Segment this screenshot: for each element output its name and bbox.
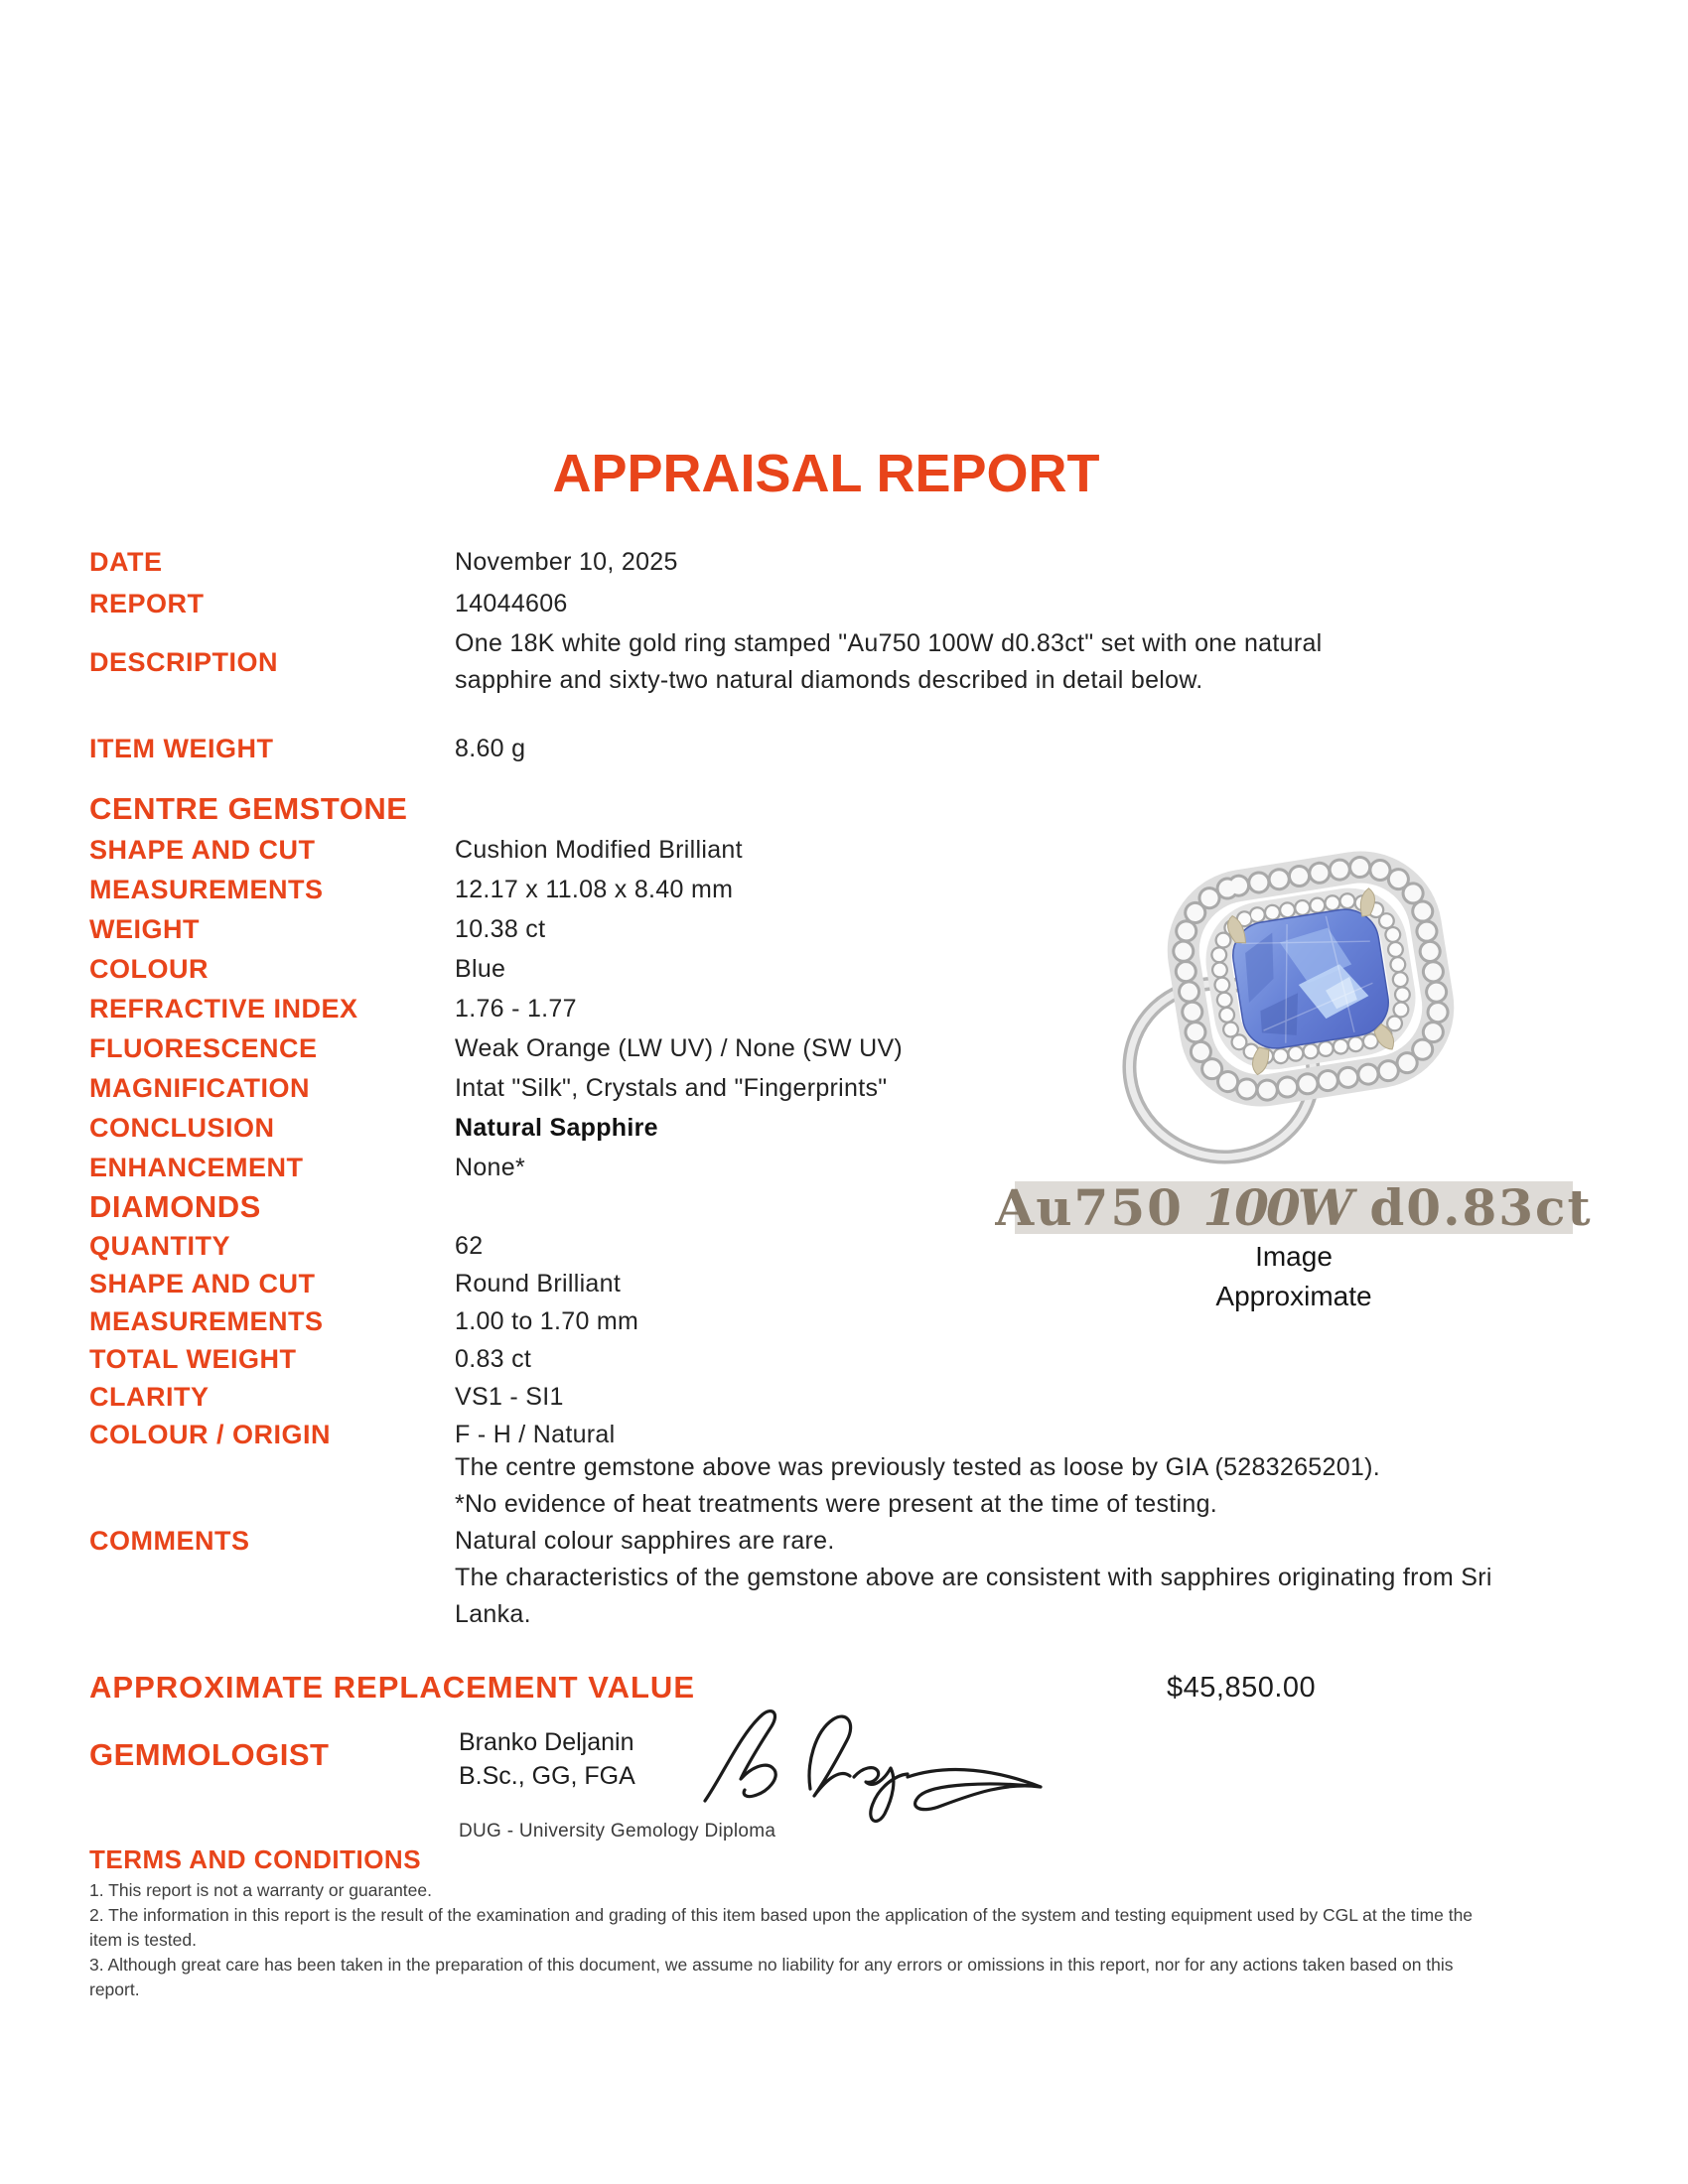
spec-label: QUANTITY	[89, 1230, 230, 1261]
spec-label: MEASUREMENTS	[89, 874, 324, 904]
spec-label: MEASUREMENTS	[89, 1305, 324, 1336]
gemmologist-credentials: B.Sc., GG, FGA	[459, 1762, 635, 1790]
spec-row	[89, 1227, 1003, 1265]
ring-photo	[1038, 844, 1544, 1177]
spec-row	[89, 989, 1003, 1028]
spec-row	[89, 909, 1003, 949]
spec-row	[89, 1416, 1003, 1453]
section-header-centre-gemstone: CENTRE GEMSTONE	[89, 791, 408, 826]
stamp-text-au750: Au750	[995, 1178, 1184, 1237]
spec-row	[89, 1302, 1003, 1340]
comment-line: The characteristics of the gemstone above are consistent with sapphires originating from Sri Lanka.	[455, 1564, 1492, 1628]
spec-row	[89, 949, 1003, 989]
spec-row	[89, 1028, 1003, 1068]
spec-value: None*	[455, 1153, 525, 1181]
spec-value: Natural Sapphire	[455, 1113, 658, 1142]
spec-value: Round Brilliant	[455, 1269, 622, 1297]
field-row-item-weight	[89, 731, 525, 766]
sapphire-gem	[1228, 904, 1393, 1053]
spec-value: 1.76 - 1.77	[455, 994, 577, 1023]
spec-label: ENHANCEMENT	[89, 1152, 304, 1182]
spec-value: F - H / Natural	[455, 1420, 616, 1448]
comments-label: COMMENTS	[89, 1526, 250, 1556]
spec-label: COLOUR	[89, 953, 209, 984]
spec-label: TOTAL WEIGHT	[89, 1343, 297, 1374]
stamp-photo	[995, 1178, 1593, 1237]
spec-value: Cushion Modified Brilliant	[455, 835, 743, 864]
field-label: ITEM WEIGHT	[89, 733, 274, 763]
spec-label: COLOUR / ORIGIN	[89, 1419, 331, 1449]
spec-row	[89, 1340, 1003, 1378]
field-label: DESCRIPTION	[89, 646, 279, 677]
spec-row	[89, 870, 1003, 909]
spec-value: Blue	[455, 954, 506, 983]
spec-row-conclusion	[89, 1108, 1003, 1148]
image-caption	[1015, 1237, 1573, 1316]
terms-list	[89, 1878, 1489, 2002]
spec-value: Intat "Silk", Crystals and "Fingerprints"	[455, 1073, 888, 1102]
terms-item: 1. This report is not a warranty or guarantee.	[89, 1880, 432, 1900]
gemmologist-label: GEMMOLOGIST	[89, 1737, 330, 1772]
spec-label: WEIGHT	[89, 913, 200, 944]
gemmologist-name-block	[459, 1725, 635, 1793]
spec-row	[89, 1265, 1003, 1302]
spec-label: FLUORESCENCE	[89, 1032, 318, 1063]
gemmologist-diploma: DUG - University Gemology Diploma	[459, 1821, 776, 1842]
spec-label: CONCLUSION	[89, 1112, 275, 1143]
comment-line: Natural colour sapphires are rare.	[455, 1527, 835, 1555]
spec-label: CLARITY	[89, 1381, 210, 1412]
terms-item: 3. Although great care has been taken in the preparation of this document, we assume no liability for any errors or omissions in this report, nor for any actions taken based on this report.	[89, 1955, 1454, 1999]
stamp-text-100w: 100W	[1202, 1178, 1350, 1237]
spec-value: Weak Orange (LW UV) / None (SW UV)	[455, 1033, 904, 1062]
spec-value: VS1 - SI1	[455, 1382, 564, 1411]
field-row-date	[89, 544, 678, 580]
comment-line: *No evidence of heat treatments were present at the time of testing.	[455, 1490, 1218, 1518]
spec-row	[89, 1378, 1003, 1416]
spec-row	[89, 1068, 1003, 1108]
field-value: One 18K white gold ring stamped "Au750 100W d0.83ct" set with one natural sapphire and sixty-two natural diamonds described in detail below.	[455, 629, 1323, 694]
page-title: APPRAISAL REPORT	[552, 444, 1100, 503]
replacement-value-label: APPROXIMATE REPLACEMENT VALUE	[89, 1670, 695, 1705]
terms-item: 2. The information in this report is the result of the examination and grading of this item based upon the application of the system and testing equipment used by CGL at the time the item is tested.	[89, 1905, 1474, 1950]
field-row-description	[89, 625, 1408, 699]
comment-line: The centre gemstone above was previously tested as loose by GIA (5283265201).	[455, 1453, 1380, 1481]
spec-value: 62	[455, 1231, 484, 1260]
spec-row	[89, 1148, 1003, 1187]
spec-label: SHAPE AND CUT	[89, 1268, 316, 1298]
field-row-report	[89, 586, 568, 621]
spec-value: 10.38 ct	[455, 914, 546, 943]
comments-text	[455, 1449, 1507, 1633]
spec-label: SHAPE AND CUT	[89, 834, 316, 865]
field-label: DATE	[89, 546, 163, 577]
field-value: November 10, 2025	[455, 547, 678, 576]
caption-line-2: Approximate	[1215, 1281, 1372, 1311]
field-value: 8.60 g	[455, 734, 526, 762]
signature	[683, 1698, 1060, 1825]
spec-row	[89, 830, 1003, 870]
stamp-text-carat: d0.83ct	[1369, 1178, 1593, 1237]
terms-label: TERMS AND CONDITIONS	[89, 1844, 422, 1874]
section-header-diamonds: DIAMONDS	[89, 1189, 261, 1224]
field-label: REPORT	[89, 588, 205, 618]
spec-value: 12.17 x 11.08 x 8.40 mm	[455, 875, 734, 903]
spec-label: REFRACTIVE INDEX	[89, 993, 358, 1024]
spec-value: 0.83 ct	[455, 1344, 532, 1373]
caption-line-1: Image	[1255, 1241, 1333, 1272]
spec-label: MAGNIFICATION	[89, 1072, 310, 1103]
replacement-value-amount: $45,850.00	[1167, 1672, 1317, 1704]
comments-block	[89, 1449, 1507, 1633]
gemmologist-name: Branko Deljanin	[459, 1728, 634, 1756]
spec-value: 1.00 to 1.70 mm	[455, 1306, 639, 1335]
spec-sections	[89, 788, 1003, 1453]
field-value: 14044606	[455, 589, 568, 617]
